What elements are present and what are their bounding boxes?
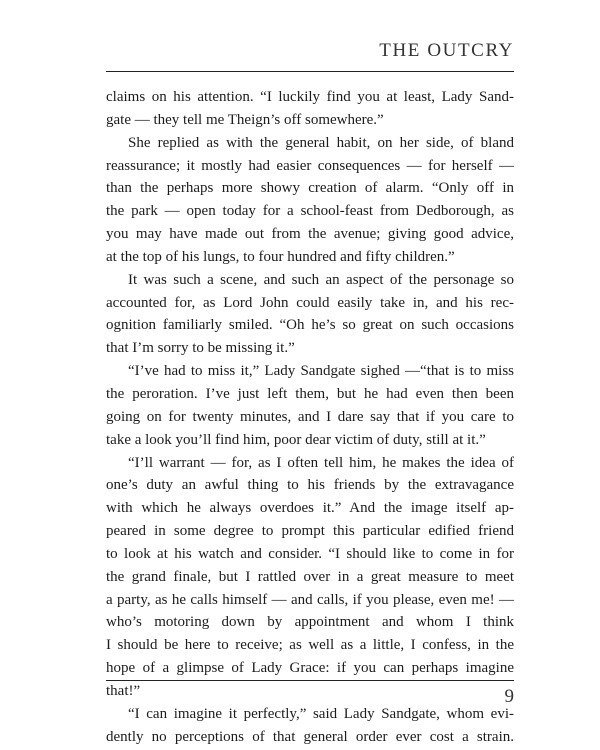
text-line: It was such a scene, and such an aspect of the personage so: [128, 271, 514, 288]
text-line: dently no perceptions of that general order ever cost a strain.: [106, 728, 514, 745]
running-head: THE OUTCRY: [379, 40, 514, 61]
text-line: the grand finale, but I rattled over in a great measure to meet: [106, 568, 514, 585]
header-rule: [106, 71, 514, 72]
text-line: “I can imagine it perfectly,” said Lady Sandgate, whom evi-: [128, 705, 514, 722]
text-line: take a look you’ll find him, poor dear victim of duty, still at it.”: [106, 431, 486, 448]
text-line: I should be here to receive; as well as a little, I confess, in the: [106, 637, 514, 654]
page-number: 9: [504, 686, 514, 707]
text-line: reassurance; it mostly had easier consequences — for herself —: [106, 157, 514, 174]
text-line: than the perhaps more showy creation of alarm. “Only off in: [106, 180, 514, 197]
text-line: hope of a glimpse of Lady Grace: if you can perhaps imagine: [106, 660, 514, 677]
body-text: [106, 86, 514, 748]
text-line: going on for twenty minutes, and I dare say that if you care to: [106, 408, 514, 425]
text-line: a party, as he calls himself — and calls, if you please, even me! —: [106, 591, 514, 608]
text-line: who’s motoring down by appointment and whom I think: [106, 614, 514, 631]
text-line: at the top of his lungs, to four hundred and fifty children.”: [106, 248, 455, 265]
text-line: to look at his watch and consider. “I should like to come in for: [106, 545, 514, 562]
text-line: the peroration. I’ve just left them, but he had even then been: [106, 385, 514, 402]
text-line: that!”: [106, 682, 141, 699]
text-line: accounted for, as Lord John could easily take in, and his rec-: [106, 294, 514, 311]
text-line: that I’m sorry to be missing it.”: [106, 340, 295, 357]
text-line: claims on his attention. “I luckily find you at least, Lady Sand-: [106, 89, 514, 105]
text-line: “I’ll warrant — for, as I often tell him, he makes the idea of: [128, 454, 514, 471]
text-line: one’s duty an awful thing to his friends by the extravagance: [106, 477, 514, 494]
text-line: ognition familiarly smiled. “Oh he’s so great on such occasions: [106, 317, 514, 334]
footer-rule: [106, 680, 514, 681]
text-line: peared in some degree to prompt this particular edified friend: [106, 523, 514, 540]
text-line: you may have made out from the avenue; giving good advice,: [106, 226, 514, 243]
text-line: with which he always overdoes it.” And the image itself ap-: [106, 500, 514, 517]
text-line: the park — open today for a school-feast from Dedborough, as: [106, 203, 514, 220]
text-line: “I’ve had to miss it,” Lady Sandgate sighed —“that is to miss: [128, 363, 514, 380]
text-line: gate — they tell me Theign’s off somewhere.”: [106, 111, 384, 128]
text-line: She replied as with the general habit, on her side, of bland: [128, 134, 514, 151]
